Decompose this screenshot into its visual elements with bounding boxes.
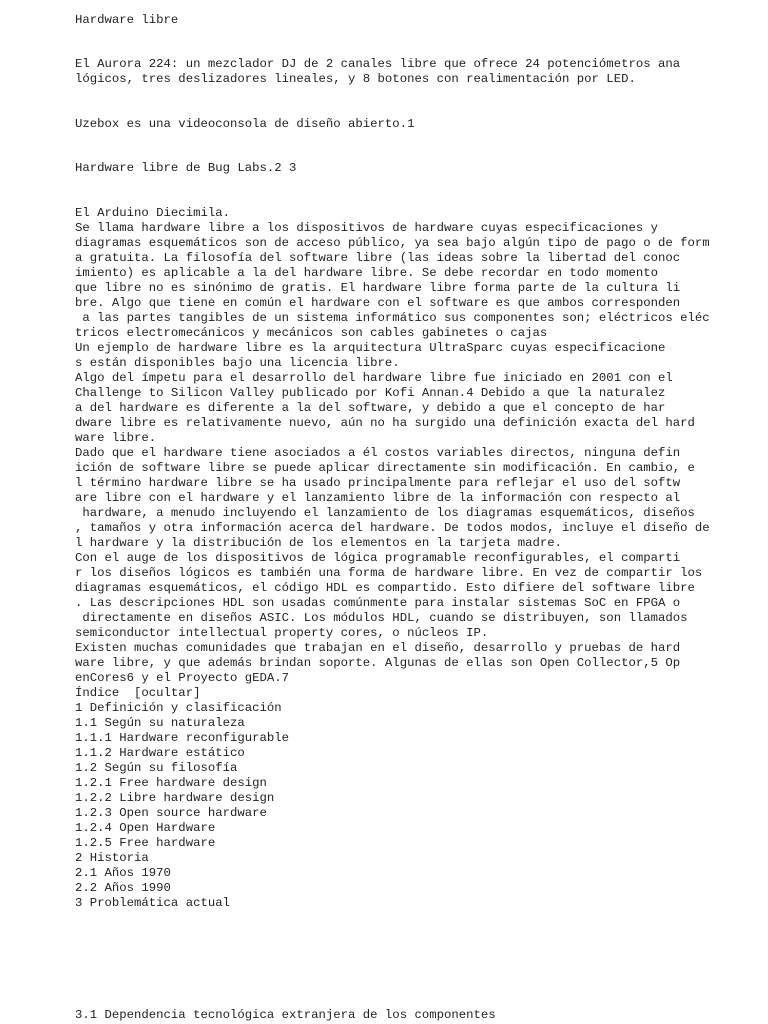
toc-item: 2.2 Años 1990: [75, 881, 171, 895]
body-line: hardware, a menudo incluyendo el lanzamiento de los diagramas esquemáticos, diseños: [75, 506, 695, 520]
body-line: dware libre es relativamente nuevo, aún no ha surgido una definición exacta del hard: [75, 416, 695, 430]
caption-aurora-line-2: lógicos, tres deslizadores lineales, y 8 botones con realimentación por LED.: [75, 72, 636, 86]
toc-item: 1.2.5 Free hardware: [75, 836, 216, 850]
body-line: Con el auge de los dispositivos de lógica programable reconfigurables, el comparti: [75, 551, 681, 565]
body-line: Algo del ímpetu para el desarrollo del hardware libre fue iniciado en 2001 con el: [75, 371, 673, 385]
caption-bug-labs: Hardware libre de Bug Labs.2 3: [75, 161, 297, 175]
body-line: directamente en diseños ASIC. Los módulos HDL, cuando se distribuyen, son llamados: [75, 611, 688, 625]
caption-uzebox: Uzebox es una videoconsola de diseño abierto.1: [75, 117, 415, 131]
toc-item: 1.2.1 Free hardware design: [75, 776, 267, 790]
body-line: a del hardware es diferente a la del software, y debido a que el concepto de har: [75, 401, 666, 415]
body-line: diagramas esquemáticos son de acceso público, ya sea bajo algún tipo de pago o de form: [75, 236, 710, 250]
toc-item: 1.2.2 Libre hardware design: [75, 791, 275, 805]
body-line: Existen muchas comunidades que trabajan en el diseño, desarrollo y pruebas de hard: [75, 641, 681, 655]
body-line: enCores6 y el Proyecto gEDA.7: [75, 671, 290, 685]
body-line: que libre no es sinónimo de gratis. El hardware libre forma parte de la cultura li: [75, 281, 681, 295]
document-title: Hardware libre: [75, 13, 179, 27]
body-line: Un ejemplo de hardware libre es la arquitectura UltraSparc cuyas especificacione: [75, 341, 666, 355]
toc-item: 1.2.4 Open Hardware: [75, 821, 216, 835]
body-line: r los diseños lógicos es también una forma de hardware libre. En vez de compartir los: [75, 566, 703, 580]
body-line: ware libre, y que además brindan soporte. Algunas de ellas son Open Collector,5 Op: [75, 656, 681, 670]
toc-heading: Índice [ocultar]: [75, 686, 201, 700]
toc-item: 1.1.2 Hardware estático: [75, 746, 245, 760]
body-line: ición de software libre se puede aplicar directamente sin modificación. En cambio, e: [75, 461, 695, 475]
toc-item: 2.1 Años 1970: [75, 866, 171, 880]
body-line: s están disponibles bajo una licencia libre.: [75, 356, 400, 370]
body-line: imiento) es aplicable a la del hardware libre. Se debe recordar en todo momento: [75, 266, 658, 280]
body-line: a las partes tangibles de un sistema informático sus componentes son; eléctricos eléc: [75, 311, 710, 325]
body-line: diagramas esquemáticos, el código HDL es compartido. Esto difiere del software libre: [75, 581, 695, 595]
toc-item: 1.2 Según su filosofía: [75, 761, 238, 775]
caption-aurora-line-1: El Aurora 224: un mezclador DJ de 2 canales libre que ofrece 24 potenciómetros ana: [75, 57, 681, 71]
toc-item: 1 Definición y clasificación: [75, 701, 282, 715]
body-line: . Las descripciones HDL son usadas comúnmente para instalar sistemas SoC en FPGA o: [75, 596, 681, 610]
body-line: ware libre.: [75, 431, 157, 445]
toc-item: 1.1.1 Hardware reconfigurable: [75, 731, 290, 745]
body-line: Se llama hardware libre a los dispositivos de hardware cuyas especificaciones y: [75, 221, 658, 235]
body-line: l hardware y la distribución de los elementos en la tarjeta madre.: [75, 536, 563, 550]
toc-item: 3 Problemática actual: [75, 896, 230, 910]
body-line: l término hardware libre se ha usado principalmente para reflejar el uso del softw: [75, 476, 681, 490]
body-line: tricos electromecánicos y mecánicos son cables gabinetes o cajas: [75, 326, 548, 340]
toc-item: 2 Historia: [75, 851, 149, 865]
body-line: Dado que el hardware tiene asociados a él costos variables directos, ninguna defin: [75, 446, 681, 460]
body-line: are libre con el hardware y el lanzamiento libre de la información con respecto al: [75, 491, 681, 505]
section-heading: 3.1 Dependencia tecnológica extranjera de los componentes: [75, 1008, 496, 1022]
body-line: semiconductor intellectual property cores, o núcleos IP.: [75, 626, 489, 640]
body-line: bre. Algo que tiene en común el hardware con el software es que ambos corresponden: [75, 296, 681, 310]
toc-item: 1.2.3 Open source hardware: [75, 806, 267, 820]
caption-arduino: El Arduino Diecimila.: [75, 206, 230, 220]
body-line: Challenge to Silicon Valley publicado por Kofi Annan.4 Debido a que la naturalez: [75, 386, 666, 400]
body-line: a gratuita. La filosofía del software libre (las ideas sobre la libertad del conoc: [75, 251, 681, 265]
toc-item: 1.1 Según su naturaleza: [75, 716, 245, 730]
body-line: , tamaños y otra información acerca del hardware. De todos modos, incluye el diseño de: [75, 521, 710, 535]
